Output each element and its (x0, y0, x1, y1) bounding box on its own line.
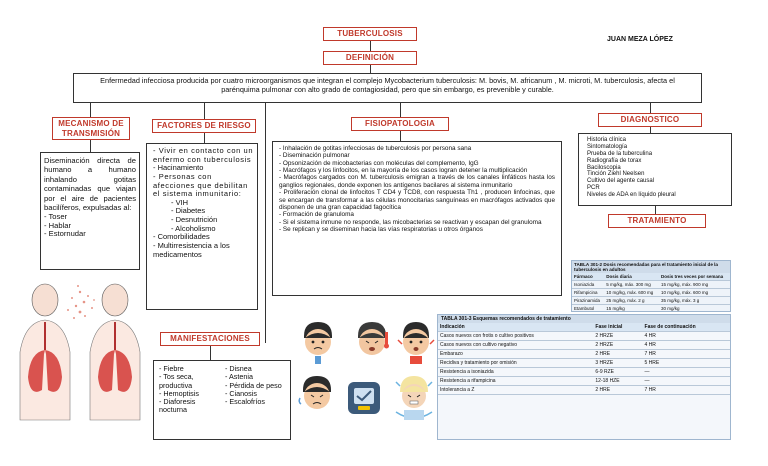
cough-icon (350, 318, 392, 364)
connector (204, 103, 205, 119)
definition-title: DEFINICIÓN (323, 51, 417, 65)
risk-item: - Alcoholismo (171, 223, 216, 233)
table-cell: 5 mg/kg, máx. 300 mg (604, 281, 659, 289)
main-title: TUBERCULOSIS (323, 27, 417, 41)
risk-item: - Diabetes (171, 206, 206, 216)
table-row (572, 297, 730, 305)
table-cell: 10 mg/kg, máx. 600 mg (604, 289, 659, 297)
table-cell: 30 mg/kg (659, 305, 730, 313)
table-cell: 10 mg/kg, máx. 600 mg (659, 289, 730, 297)
connector (90, 140, 91, 152)
diagnosis-item: Baciloscopia (587, 164, 621, 171)
manifestation-item: - Fiebre (159, 364, 184, 373)
table-cell: Isoniazida (572, 281, 604, 289)
table-cell: — (643, 368, 730, 377)
table-header-cell: Dosis tres veces por semana (659, 273, 730, 281)
physiopathology-item: - Si el sistema inmune no responde, las micobacterias se reactivan y escapan del granuloma (279, 218, 542, 226)
physiopathology-item: - Diseminación pulmonar (279, 152, 350, 160)
table-row (572, 305, 730, 313)
table-row (438, 332, 730, 341)
manifestation-item: - Pérdida de peso (225, 380, 282, 390)
connector (204, 133, 205, 143)
dyspnea-icon (344, 378, 384, 418)
table-row (438, 377, 730, 386)
manifestation-item: - Disnea (225, 364, 252, 373)
table-row (438, 350, 730, 359)
table-cell: — (643, 377, 730, 386)
table-cell: Resistencia a rifampicina (438, 377, 593, 386)
risk-item: - VIH (171, 197, 189, 207)
diagnosis-box (578, 133, 732, 206)
manifestation-item: - Cianosis (225, 388, 257, 398)
diagnosis-item: Cultivo del agente causal (587, 178, 655, 185)
diagnosis-item: Niveles de ADA en líquido pleural (587, 192, 676, 199)
manifestations-title: MANIFESTACIONES (160, 332, 260, 346)
table-row (438, 368, 730, 377)
treatment-table-1 (571, 260, 731, 312)
table-row (438, 386, 730, 395)
transmission-item: - Toser (44, 211, 68, 221)
table-cell: 2 HRE (593, 350, 642, 359)
table-cell: 2 HRZE (593, 332, 642, 341)
table-cell: 3 HRZE (593, 359, 642, 368)
table-cell: Rifampicina (572, 289, 604, 297)
table-cell: Intolerancia a Z (438, 386, 593, 395)
table-row (572, 281, 730, 289)
table-header-cell: Dosis diaria (604, 273, 659, 281)
definition-text: Enfermedad infecciosa producida por cuatro microorganismos que integran el complejo Mycobacterium tuberculosis: M. bovis, M. africanum , M. microti, M. tuberculosis, afecta el parénquima pulmonar con alto grado de contagiosidad, pero que sin embargo, es prevenible y curable. (100, 76, 675, 95)
connector (370, 65, 371, 73)
treatment-table-2 (437, 314, 731, 440)
table-cell: 25 mg/kg, máx. 2 g (604, 297, 659, 305)
physiopathology-item: - Macrófagos cargados con M. tuberculosis emigran a través de los canales linfáticos hasta los ganglios regionales, donde exponen los antígenos bacilares al sistema inmunitario (279, 174, 555, 189)
table-row (438, 341, 730, 350)
diagnosis-item: Tinción Ziehl Neelsen (587, 171, 645, 178)
lungs-illustration (10, 272, 150, 422)
physiopathology-item: - Se replican y se diseminan hacia las vías respiratorias u otros órganos (279, 225, 483, 233)
definition-box (73, 73, 702, 103)
table-cell: 4 HR (643, 341, 730, 350)
manifestation-item: - Tos seca, productiva (159, 372, 194, 390)
table-header-cell: Indicación (438, 323, 593, 332)
table-cell: Resistencia a isoniazida (438, 368, 593, 377)
connector (650, 103, 651, 113)
table-cell: Casos nuevos con frotis o cultivo positivos (438, 332, 593, 341)
diagnosis-title: DIAGNOSTICO (598, 113, 702, 127)
treatment-title: TRATAMIENTO (608, 214, 706, 228)
connector (90, 103, 91, 117)
table-caption: TABLA 301-3 Esquemas recomendados de tratamiento (438, 315, 730, 323)
table-caption: TABLA 301-2 Dosis recomendadas para el tratamiento inicial de la tuberculosis en adultos (572, 261, 730, 273)
physiopathology-item: - Opsonización de micobacterias con moléculas del complemento, IgG (279, 159, 479, 167)
table-header-cell: Fármaco (572, 273, 604, 281)
transmission-intro: Diseminación directa de humano a humano inhalando gotitas contaminadas que viajan por el aire de pacientes bacilíferos, expulsadas al: (44, 156, 136, 213)
author-name: JUAN MEZA LÓPEZ (607, 36, 673, 43)
risk-title: FACTORES DE RIESGO (152, 119, 256, 133)
table-header-row (572, 273, 730, 281)
connector (265, 103, 266, 343)
table-cell: 2 HRZE (593, 341, 642, 350)
manifestations-list-2 (225, 365, 285, 435)
physiopathology-list (279, 145, 555, 233)
connector (210, 346, 211, 360)
diagnosis-item: PCR (587, 185, 600, 192)
table-cell: 35 mg/kg, máx. 3 g (659, 297, 730, 305)
regimen-table (438, 323, 730, 395)
sweating-icon (395, 318, 437, 364)
weight-loss-icon (296, 372, 338, 418)
table-cell: 2 HRE (593, 386, 642, 395)
table-cell: 15 mg/kg, máx. 900 mg (659, 281, 730, 289)
transmission-item: - Estornudar (44, 229, 86, 239)
table-cell: 7 HR (643, 386, 730, 395)
manifestation-item: - Hemoptisis (159, 388, 199, 398)
manifestations-box (153, 360, 291, 440)
table-cell: 4 HR (643, 332, 730, 341)
transmission-list (44, 213, 136, 239)
chills-icon (392, 372, 436, 422)
diagnosis-item: Historia clínica (587, 137, 627, 143)
table-header-cell: Fase inicial (593, 323, 642, 332)
physiopathology-item: - Inhalación de gotitas infecciosas de tuberculosis por persona sana (279, 145, 472, 152)
risk-item: - Multirresistencia a los medicamentos (153, 240, 230, 259)
transmission-box (40, 152, 140, 270)
table-header-row (438, 323, 730, 332)
table-cell: Pirazinamida (572, 297, 604, 305)
risk-item: - Hacinamiento (153, 163, 204, 173)
table-cell: Recidiva y tratamiento por omisión (438, 359, 593, 368)
table-cell: 6-9 RZE (593, 368, 642, 377)
table-row (438, 359, 730, 368)
table-cell: 12-18 HZE (593, 377, 642, 386)
manifestation-item: - Diaforesis nocturna (159, 397, 196, 415)
physiopathology-box (272, 141, 562, 296)
table-cell: Etambutol (572, 305, 604, 313)
diagnosis-item: Prueba de la tuberculina (587, 150, 653, 157)
connector (400, 103, 401, 117)
risk-item: - Desnutrición (171, 215, 218, 224)
manifestation-item: - Astenia (225, 372, 253, 382)
connector (655, 206, 656, 214)
transmission-item: - Hablar (44, 220, 72, 230)
fever-icon (298, 318, 338, 364)
diagnosis-item: Radiografía de torax (587, 157, 642, 164)
physiopathology-item: - Proliferación clonal de linfocitos T CD4 y TCD8, con respuesta Th1 , producen linfocinas, que se encargan de transformar a las células monocitarias sanguíneas en macrófagos activados que disponen de una gran capacidad fagocítica (279, 189, 555, 211)
table-cell: Casos nuevos con cultivo negativo (438, 341, 593, 350)
risk-item: - Personas con afecciones que debilitan el sistema inmunitario: (153, 171, 248, 199)
manifestations-list-1 (159, 365, 219, 435)
table-row (572, 289, 730, 297)
risk-list (153, 147, 254, 259)
risk-item: - Vivir en contacto con un enfermo con tuberculosis (153, 146, 254, 164)
physiopathology-item: - Formación de granuloma (279, 211, 354, 219)
diagnosis-list (587, 137, 727, 199)
connector (370, 41, 371, 51)
table-cell: Embarazo (438, 350, 593, 359)
diagnosis-item: Sintomatología (587, 143, 628, 150)
risk-box (146, 143, 258, 310)
connector (400, 131, 401, 141)
table-header-cell: Fase de continuación (643, 323, 730, 332)
table-cell: 15 mg/kg (604, 305, 659, 313)
transmission-title: MECANISMO DE TRANSMISIÓN (52, 117, 130, 140)
dosage-table (572, 273, 730, 312)
table-cell: 7 HR (643, 350, 730, 359)
physiopathology-title: FISIOPATOLOGIA (351, 117, 449, 131)
manifestation-item: - Escalofríos (225, 397, 265, 407)
physiopathology-item: - Macrófagos y los linfocitos, en la mayoría de los casos logran detener la multiplicación (279, 167, 528, 175)
table-cell: 5 HRE (643, 359, 730, 368)
risk-item: - Comorbilidades (153, 232, 210, 242)
